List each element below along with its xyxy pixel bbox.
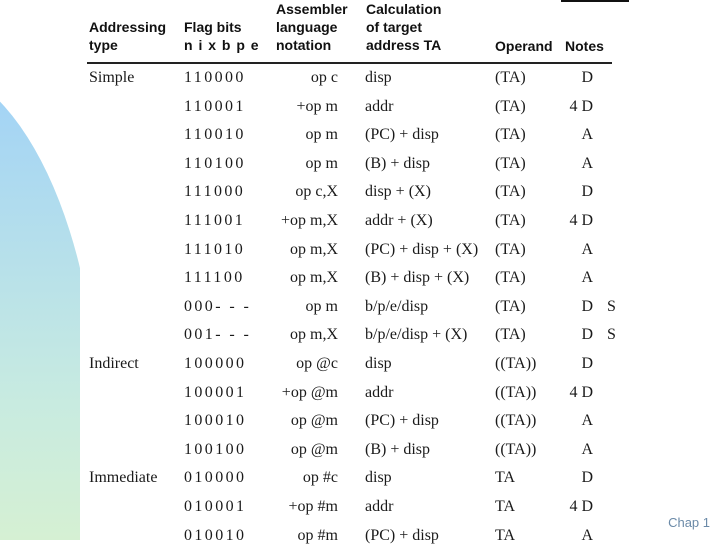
flag-bits-cell: 111000 [184, 183, 246, 201]
table-row [0, 293, 720, 321]
flag-bits-cell: 000- - - [184, 297, 252, 315]
target-address-calc-cell: addr + (X) [365, 212, 433, 229]
target-address-calc-cell: (PC) + disp + (X) [365, 240, 479, 258]
operand-cell: (TA) [495, 326, 526, 344]
flag-bits-cell: 111001 [184, 212, 246, 229]
target-address-calc-cell: (B) + disp [365, 154, 431, 172]
note-primary: 4 D [569, 212, 593, 229]
flag-bits-cell: 110000 [184, 69, 246, 86]
table-row [0, 321, 720, 349]
addressing-type-cell: Simple [89, 69, 135, 86]
note-primary: A [581, 526, 593, 544]
assembler-notation-text: op c,X [295, 183, 338, 201]
assembler-notation-text: op m [305, 297, 338, 315]
header-operand: Operand [495, 38, 553, 54]
header-flag-bits: Flag bits n i x b p e [184, 19, 260, 53]
operand-cell: (TA) [495, 183, 526, 201]
target-address-calc-cell: (B) + disp + (X) [365, 269, 470, 287]
table-row [0, 178, 720, 206]
header-notes: Notes [565, 38, 604, 54]
assembler-notation-text: +op m [296, 97, 338, 115]
header-assembler-notation: Assembler language notation [276, 1, 348, 53]
table-row [0, 236, 720, 264]
operand-cell: ((TA)) [495, 383, 537, 401]
assembler-notation-text: +op @m [281, 383, 338, 401]
target-address-calc-cell: (B) + disp [365, 440, 431, 458]
table-row [0, 121, 720, 149]
operand-cell: (TA) [495, 297, 526, 315]
flag-bits-cell: 100100 [184, 440, 247, 458]
assembler-notation-text: +op m,X [280, 212, 338, 229]
flag-bits-cell: 100000 [184, 355, 247, 372]
table-row [0, 407, 720, 435]
operand-cell: TA [495, 526, 516, 544]
table-row [0, 522, 720, 550]
operand-cell: (TA) [495, 126, 526, 144]
assembler-notation-text: op c [310, 69, 338, 86]
addressing-type-cell: Indirect [89, 355, 139, 372]
table-row [0, 493, 720, 521]
table-row [0, 464, 720, 492]
target-address-calc-cell: (PC) + disp [365, 126, 439, 144]
assembler-notation-text: op m [305, 126, 338, 144]
target-address-calc-cell: disp [365, 469, 392, 487]
target-address-calc-cell: disp [365, 355, 392, 372]
assembler-notation-text: op @c [296, 355, 338, 372]
table-row [0, 64, 720, 92]
flag-bits-cell: 010010 [184, 526, 247, 544]
assembler-notation-text: op @m [290, 412, 338, 430]
operand-cell: ((TA)) [495, 355, 537, 372]
flag-bits-cell: 111010 [184, 240, 246, 258]
table-row [0, 150, 720, 178]
note-primary: A [581, 269, 593, 287]
flag-bits-cell: 111100 [184, 269, 245, 287]
top-rule [561, 0, 629, 2]
target-address-calc-cell: addr [365, 383, 394, 401]
note-primary: D [581, 297, 593, 315]
assembler-notation-text: op m,X [290, 326, 338, 344]
note-primary: 4 D [569, 383, 593, 401]
flag-bits-cell: 010001 [184, 498, 247, 515]
target-address-calc-cell: b/p/e/disp [365, 297, 429, 315]
flag-bits-cell: 110001 [184, 97, 246, 115]
note-primary: A [581, 154, 593, 172]
target-address-calc-cell: disp + (X) [365, 183, 431, 201]
table-row [0, 350, 720, 378]
flag-bits-cell: 100010 [184, 412, 247, 430]
target-address-calc-cell: (PC) + disp [365, 412, 439, 430]
assembler-notation-text: +op #m [288, 498, 338, 515]
assembler-notation-text: op @m [290, 440, 338, 458]
table-row [0, 207, 720, 235]
note-primary: A [581, 440, 593, 458]
target-address-calc-cell: (PC) + disp [365, 526, 439, 544]
operand-cell: (TA) [495, 154, 526, 172]
target-address-calc-cell: disp [365, 69, 392, 86]
header-calculation: Calculation of target address TA [366, 1, 442, 53]
note-secondary: S [607, 326, 616, 344]
note-primary: D [581, 355, 593, 372]
note-primary: A [581, 412, 593, 430]
flag-bits-cell: 001- - - [184, 326, 252, 344]
assembler-notation-text: op m,X [290, 240, 338, 258]
operand-cell: (TA) [495, 212, 526, 229]
target-address-calc-cell: addr [365, 97, 394, 115]
note-primary: D [581, 326, 593, 344]
table-row [0, 93, 720, 121]
note-primary: A [581, 240, 593, 258]
table-row [0, 436, 720, 464]
note-primary: 4 D [569, 498, 593, 515]
header-addressing-type: Addressing type [89, 19, 167, 53]
note-secondary: S [607, 297, 616, 315]
assembler-notation-text: op m,X [290, 269, 338, 287]
note-primary: D [581, 469, 593, 487]
note-primary: D [581, 69, 593, 86]
flag-bits-cell: 010000 [184, 469, 247, 487]
operand-cell: TA [495, 498, 516, 515]
operand-cell: ((TA)) [495, 412, 537, 430]
assembler-notation-text: op #c [302, 469, 338, 487]
target-address-calc-cell: b/p/e/disp + (X) [365, 326, 468, 344]
table-row [0, 264, 720, 292]
addressing-type-cell: Immediate [89, 469, 158, 487]
operand-cell: (TA) [495, 69, 526, 86]
operand-cell: TA [495, 469, 516, 487]
operand-cell: (TA) [495, 97, 526, 115]
flag-bits-cell: 100001 [184, 383, 247, 401]
operand-cell: (TA) [495, 269, 526, 287]
assembler-notation-text: op #m [297, 526, 338, 544]
flag-bits-cell: 110010 [184, 126, 246, 144]
note-primary: A [581, 126, 593, 144]
operand-cell: ((TA)) [495, 440, 537, 458]
operand-cell: (TA) [495, 240, 526, 258]
flag-bits-cell: 110100 [184, 154, 246, 172]
note-primary: 4 D [569, 97, 593, 115]
assembler-notation-text: op m [305, 154, 338, 172]
footer-chapter-label: Chap 1 [668, 515, 710, 530]
target-address-calc-cell: addr [365, 498, 394, 515]
note-primary: D [581, 183, 593, 201]
table-row [0, 379, 720, 407]
